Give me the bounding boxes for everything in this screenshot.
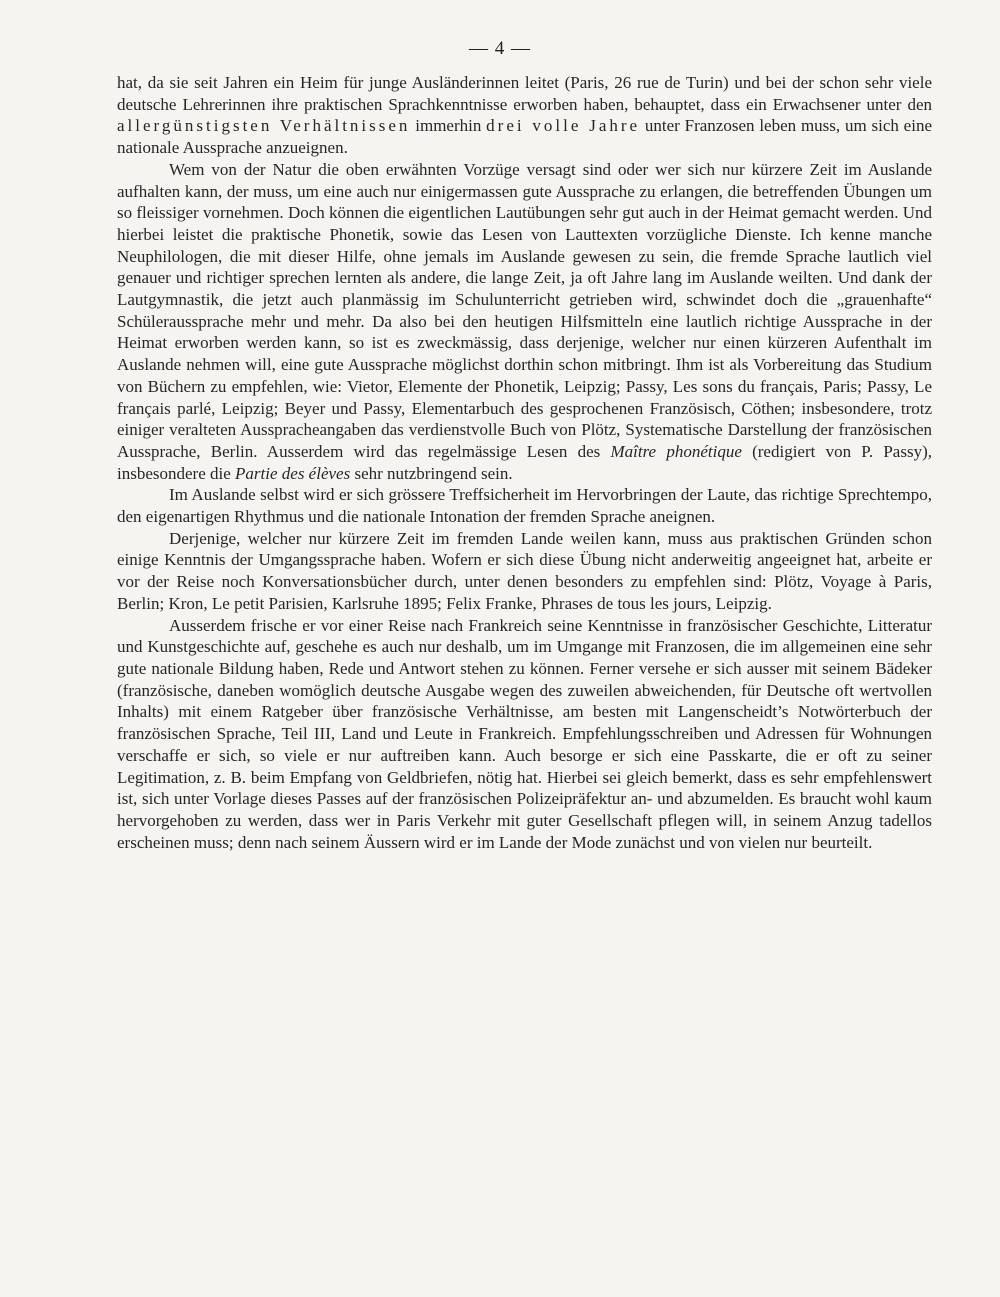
paragraph-p4: [117, 528, 932, 615]
paragraph-text: unter Franzosen leben muss, um sich eine nationale Aussprache anzueignen.: [117, 116, 933, 158]
spaced-text: drei volle Jahre: [486, 116, 641, 136]
spaced-text: allergünstigsten Verhältnissen: [117, 116, 411, 136]
paragraph-text: hat, da sie seit Jahren ein Heim für junge Ausländerinnen leitet (Paris, 26 rue de Turin) und bei der schon sehr viele deutsche Lehrerinnen ihre praktischen Sprachkenntnisse erworben haben, behauptet, dass ein Erwachsener unter den: [117, 73, 932, 114]
body-text: [117, 72, 932, 853]
paragraph-text: Ausserdem frische er vor einer Reise nach Frankreich seine Kenntnisse in französischer Geschichte, Litteratur und Kunstgeschichte auf, geschehe es auch nur deshalb, um im Umgange mit Franzosen, die im allgemeinen eine sehr gute nationale Bildung haben, Rede und Antwort stehen zu können. Ferner versehe er sich ausser mit seinem Bädeker (französische, daneben womöglich deutsche Ausgabe wegen des zuweilen abweichenden, für Deutsche oft wertvollen Inhalts) mit einem Ratgeber über französische Verhältnisse, am besten mit Langenscheidt’s Notwörterbuch der französischen Sprache, Teil III, Land und Leute in Frankreich. Empfehlungsschreiben und Adressen für Wohnungen verschaffe er sich, so viele er nur auftreiben kann. Auch besorge er sich eine Passkarte, die er oft zu seiner Legitimation, z. B. beim Empfang von Geldbriefen, nötig hat. Hierbei sei gleich bemerkt, dass es sehr empfehlenswert ist, sich unter Vorlage dieses Passes auf der französischen Polizeipräfektur an- und abzumelden. Es braucht wohl kaum hervorgehoben zu werden, dass wer in Paris Verkehr mit guter Gesellschaft pflegen will, in seinem Anzug tadellos erscheinen muss; denn nach seinem Äussern wird er im Lande der Mode zunächst und von vielen nur beurteilt.: [117, 615, 932, 852]
paragraph-p3: [117, 484, 932, 527]
paragraph-text: sehr nutzbringend sein.: [350, 463, 513, 483]
paragraph-p5: [117, 615, 932, 854]
paragraph-text: (redigiert von P. Passy), insbesondere die: [117, 441, 932, 483]
italic-text: Maître phonétique: [610, 441, 742, 461]
page-number: — 4 —: [469, 38, 531, 59]
paragraph-p1: [117, 72, 932, 159]
paragraph-text: Derjenige, welcher nur kürzere Zeit im fremden Lande weilen kann, muss aus praktischen Gründen schon einige Kenntnis der Umgangssprache haben. Wofern er sich diese Übung nicht anderweitig angeeignet hat, arbeite er vor der Reise noch Konversationsbücher durch, unter denen besonders zu empfehlen sind: Plötz, Voyage à Paris, Berlin; Kron, Le petit Parisien, Karlsruhe 1895; Felix Franke, Phrases de tous les jours, Leipzig.: [117, 528, 932, 613]
paragraph-text: Im Auslande selbst wird er sich grössere Treffsicherheit im Hervorbringen der Laute, das richtige Sprechtempo, den eigenartigen Rhythmus und die nationale Intonation der fremden Sprache aneignen.: [117, 485, 932, 527]
paragraph-p2: [117, 159, 932, 485]
paragraph-text: Wem von der Natur die oben erwähnten Vorzüge versagt sind oder wer sich nur kürzere Zeit im Auslande aufhalten kann, der muss, um eine auch nur einigermassen gute Aussprache zu erlangen, die betreffenden Übungen um so fleissiger vornehmen. Doch können die eigentlichen Lautübungen sehr gut auch in der Heimat gemacht werden. Und hierbei leistet die praktische Phonetik, sowie das Lesen von Lauttexten vorzügliche Dienste. Ich kenne manche Neuphilologen, die mit dieser Hilfe, ohne jemals im Auslande gewesen zu sein, die fremde Sprache lautlich viel genauer und richtiger sprechen lernten als andere, die lange Zeit, ja oft Jahre lang im Auslande weilten. Und dank der Lautgymnastik, die jetzt auch planmässig im Schulunterricht getrieben wird, schwindet doch die „grauenhafte“ Schüleraussprache mehr und mehr. Da also bei den heutigen Hilfsmitteln eine lautlich richtige Aussprache in der Heimat erworben werden kann, so ist es zweckmässig, dass derjenige, welcher nur einen kürzeren Aufenthalt im Auslande nehmen will, eine gute Aussprache möglichst dorthin schon mitbringt. Ihm ist als Vorbereitung das Studium von Büchern zu empfehlen, wie: Vietor, Elemente der Phonetik, Leipzig; Passy, Les sons du français, Paris; Passy, Le français parlé, Leipzig; Beyer und Passy, Elementarbuch des gesprochenen Französisch, Cöthen; insbesondere, trotz einiger veralteten Ausspracheangaben das verdienstvolle Buch von Plötz, Systematische Darstellung der französischen Aussprache, Berlin. Ausserdem wird das regelmässige Lesen des: [117, 159, 932, 461]
paragraph-text: immerhin: [410, 116, 487, 136]
italic-text: Partie des élèves: [235, 463, 351, 483]
